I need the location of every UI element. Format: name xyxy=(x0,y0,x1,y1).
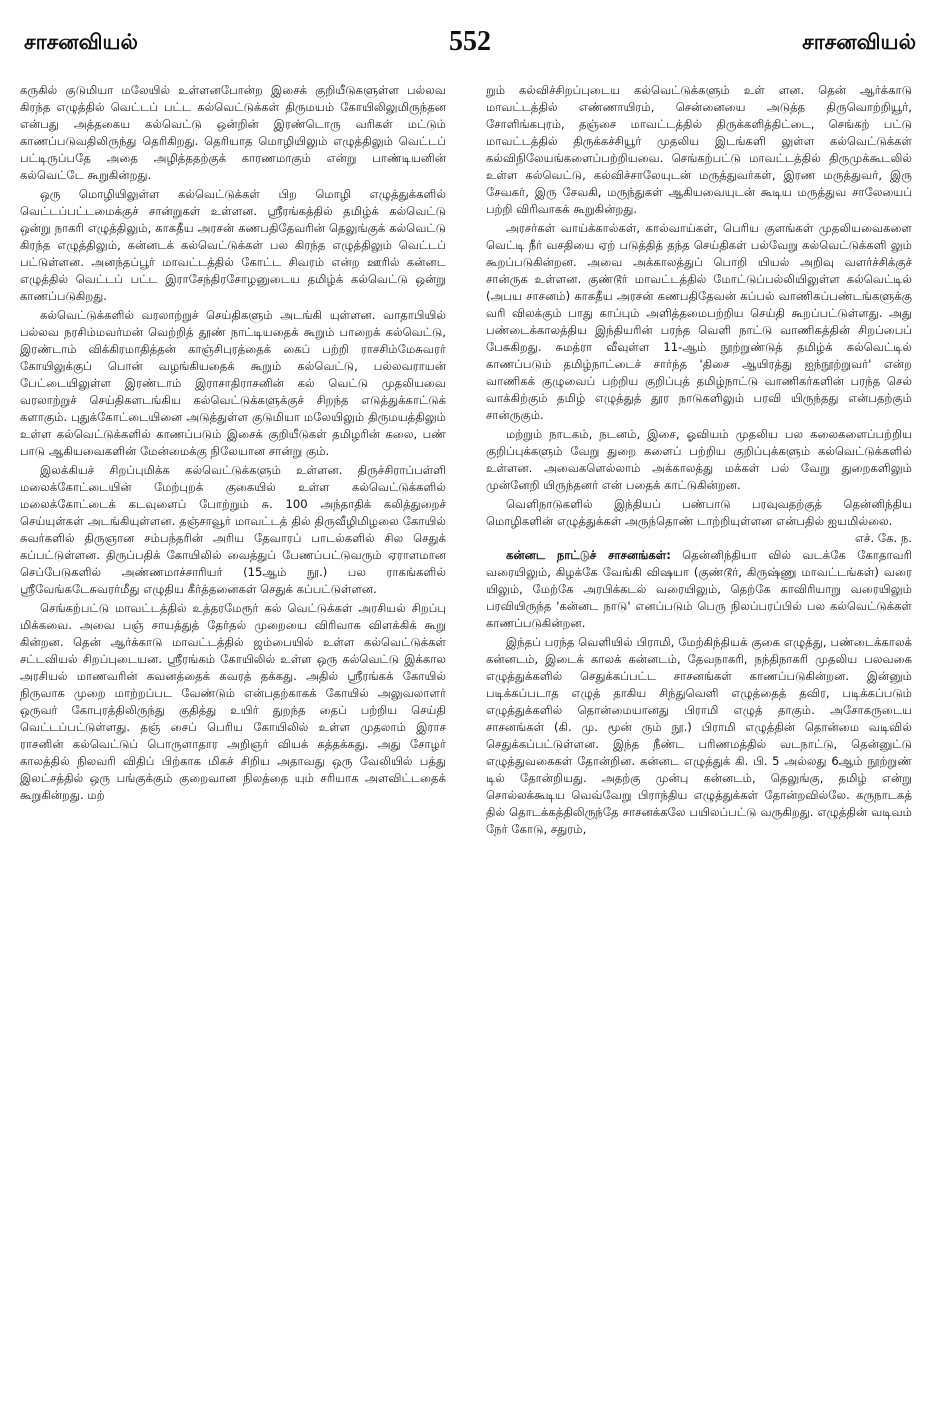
author-signature: எச். கே. ந. xyxy=(855,531,912,545)
running-title-right: சாசனவியல் xyxy=(802,30,916,54)
paragraph: அரசர்கள் வாய்க்கால்கள், கால்வாய்கள், பெரிய குளங்கள் முதலியவைகளை வெட்டி நீர் வசதியை ஏற் படுத்தித் தந்த செய்திகள் பல்வேறு கல்வெட்டுக்களி லும் கூறப்படுகின்றன. அவை அக்காலத்துப் பொறி யியல் அறிவு வளர்ச்சிக்குச் சான்ருக உள்ளன. குண்டூர் மாவட்டத்தில் மோட்டுப்பல்லியிலுள்ள கல்வெட்டில் (அபய சாசனம்) காகதீய அரசன் கணபதிதேவன் கப்பல் வாணிகப்பண்டங்களுக்கு வரி விலக்கும் பாது காப்பும் அளித்தமைபற்றிய செய்தி கூறப்பட்டுள்ளது. அது பண்டைக்காலத்திய இந்தியரின் பரந்த வெளி நாட்டு வாணிகத்தின் சிறப்பைப் பேசுகிறது. சுமத்ரா வீவுள்ள 11-ஆம் நூற்றுண்டுத் தமிழ்க் கல்வெட்டில் காணப்படும் தமிழ்நாட்டைச் சார்ந்த 'திசை ஆயிரத்து ஐந்நூற்றுவர்' என்ற வாணிகக் குழுவைப் பற்றிய குறிப்புத் தமிழ்நாட்டு வாணிகர்களின் பரந்த செல் வாக்கிற்கும் தமிழ் எழுத்துத் தூர நாடுகளிலும் பரவி யிருந்தது என்பதற்கும் சான்ருகும். xyxy=(486,221,912,422)
paragraph: றும் கல்விச்சிறப்புடைய கல்வெட்டுக்களும் உள் ளன. தென் ஆர்க்காடு மாவட்டத்தில் எண்ணாயிரம், சென்னையை அடுத்த திருவொற்றியூர், சோளிங்கபுரம், தஞ்சை மாவட்டத்தில் திருக்களித்திட்டை, செங்கற் பட்டு மாவட்டத்தில் திருக்கச்சியூர் முதலிய இடங்களி லுள்ள கல்வெட்டுக்கள் கல்விநிலேயங்களைப்பற்றியவை. செங்கற்பட்டு மாவட்டத்தில் திருமுக்கூடலில் உள்ள கல்வெட்டு, கல்விச்சாலேயுடன் மருத்துவர்கள், இரண மருத்துவர், இரு சேவகர், இரு சேவகி, மருந்துகள் ஆகியவையுடன் கூடிய மருத்துவ சாலேயைப் பற்றி விரிவாகக் கூறுகின்றது. xyxy=(486,83,912,216)
section-heading: கன்னட நாட்டுச் சாசனங்கள்: xyxy=(506,548,671,562)
paragraph: ஒரு மொழியிலுள்ள கல்வெட்டுக்கள் பிற மொழி எழுத்துக்களில் வெட்டப்பட்டமைக்குச் சான்றுகள் உள்ளன. ஸ்ரீரங்கத்தில் தமிழ்க் கல்வெட்டு ஒன்று நாகரி எழுத்திலும், காகதீய அரசன் கணபதிதேவரின் தெலுங்குக் கல்வெட்டு கிரந்த எழுத்திலும், கன்னடக் கல்வெட்டுக்கள் பல கிரந்த எழுத்திலும் வெட்டப் பட்டுள்ளன. அனந்தப்பூர் மாவட்டத்தில் கோட்ட சிவரம் என்ற ஊரில் கன்னட எழுத்தில் வெட்டப் பட்ட இராசேந்திரசோழனுடைய தமிழ்க் கல்வெட்டு ஒன்று காணப்படுகிறது. xyxy=(20,187,446,303)
section-text: தென்னிந்தியா வில் வடக்கே கோதாவரி வரையிலும், கிழக்கே வேங்கி விஷயா (குண்டூர், கிருஷ்ணு மாவட்டங்கள்) வரை யிலும், மேற்கே அரபிக்கடல் வரையிலும், தெற்கே காவிரியாறு வரையிலும் பரவியிருந்த 'கன்னட நாடு' எனப்படும் பெரு நிலப்பரப்பில் பல கல்வெட்டுக்கள் காணப்படுகின்றன. xyxy=(486,548,912,630)
paragraph: கல்வெட்டுக்களில் வரலாற்றுச் செய்திகளும் அடங்கி யுள்ளன. வாதாபியில் பல்லவ நரசிம்மவர்மன் வெற்றித் தூண் நாட்டியதைக் கூறும் பாறைக் கல்வெட்டு, இரண்டாம் விக்கிரமாதித்தன் காஞ்சிபுரத்தைக் கைப் பற்றி ராசசிம்மேசுவரர் கோயிலுக்குப் பொன் வழங்கியதைக் கூறும் கல்வெட்டு, பல்லவராயன் பேட்டையிலுள்ள இரண்டாம் இராசாதிராசனின் கல் வெட்டு முதலியவை வரலாற்றுச் செய்திகளடங்கிய கல்வெட்டுக்களுக்குச் சிறந்த எடுத்துக்காட்டுக் களாகும். புதுக்கோட்டையினை அடுத்துள்ள குடுமியா மலேயிலும் திருமயத்திலும் உள்ள கல்வெட்டுக்களில் காணப்படும் இசைக் குறியீடுகள் தமிழரின் கலை, பண் பாடு ஆகியவைகளின் மேன்மைக்கு நிலேயான சான்று கும். xyxy=(20,308,446,458)
page-header xyxy=(20,26,920,66)
page-number: 552 xyxy=(449,26,491,57)
paragraph: மற்றும் நாடகம், நடனம், இசை, ஓவியம் முதலிய பல கலைகளைப்பற்றிய குறிப்புக்களும் வேறு துறை களைப் பற்றிய குறிப்புக்களும் கல்வெட்டுக்களில் உள்ளன. அவைகளெல்லாம் அக்காலத்து மக்கள் பல் வேறு துறைகளிலும் முன்னேறி யிருந்தனர் என் பதைக் காட்டுகின்றன. xyxy=(486,427,912,492)
section-paragraph xyxy=(486,547,912,632)
paragraph: இந்தப் பரந்த வெளியில் பிராமி, மேற்கிந்தியக் குகை எழுத்து, பண்டைக்காலக் கன்னடம், இடைக் காலக் கன்னடம், தேவநாகரி, நந்திநாகரி முதலிய பலவகை எழுத்துக்களில் செதுக்கப்பட்ட சாசனங்கள் காணப்படுகின்றன. இன்னும் படிக்கப்படாத எழுத் தாகிய சிந்துவெளி எழுத்தைத் தவிர, படிக்கப்படும் எழுத்துக்களில் தொன்மையானது பிராமி எழுத் தாகும். அசோகருடைய சாசனங்கள் (கி. மு. மூன் ரும் நூ.) பிராமி எழுத்தின் தொன்மை வடிவில் செதுக்கப்பட்டுள்ளன. இந்த நீண்ட பரிணமத்தில் வடநாட்டு, தென்னுட்டு எழுத்துவகைகள் தோன்றின. கன்னட எழுத்துக் கி. பி. 5 அல்லது 6ஆம் நூற்றுண் டில் தோன்றியது. அதற்கு முன்பு கன்னடம், தெலுங்கு, தமிழ் என்று சொல்லக்கூடிய வெவ்வேறு பிராந்திய எழுத்துக்கள் தோன்றவில்லே. கருநாடகத் தில் தொடக்கத்திலிருந்தே சாசனக்கலே பயிலப்பட்டு வருகிறது. எழுத்தின் வடிவம் நேர் கோடு, சதுரம், xyxy=(486,635,912,836)
left-column xyxy=(20,82,446,1418)
running-title-left: சாசனவியல் xyxy=(24,30,138,54)
right-column xyxy=(486,82,912,1418)
paragraph: கருகில் குடுமியா மலேயில் உள்ளனபோன்ற இசைக் குறியீடுகளுள்ள பல்லவ கிரந்த எழுத்தில் வெட்டப் பட்ட கல்வெட்டுக்கள் திருமயம் கோயிலிலுமிருந்தன என்பது அத்தகைய கல்வெட்டு ஒன்றின் இரண்டொரு வரிகள் மட்டும் காணப்படுவதிலிருந்து தெரிகிறது. தெரியாத மொழியிலும் எழுத்திலும் வெட்டப் பட்டிருப்பதே அதை அழித்ததற்குக் காரணமாகும் என்று பாண்டியனின் கல்வெட்டே கூறுகின்றது. xyxy=(20,83,446,182)
paragraph: வெளிநாடுகளில் இந்தியப் பண்பாடு பரவுவதற்குத் தென்னிந்திய மொழிகளின் எழுத்துக்கள் அருந்தொண் டாற்றியுள்ளன என்பதில் ஐயமில்லை. xyxy=(486,497,912,528)
paragraph: செங்கற்பட்டு மாவட்டத்தில் உத்தரமேரூர் கல் வெட்டுக்கள் அரசியல் சிறப்பு மிக்கவை. அவை பஞ் சாயத்துத் தேர்தல் முறையை விரிவாக விளக்கிக் கூறு கின்றன. தென் ஆர்க்காடு மாவட்டத்தில் ஜம்பையில் உள்ள கல்வெட்டுக்கள் சட்டவியல் சிறப்புடையன. ஸ்ரீரங்கம் கோயிலில் உள்ள ஒரு கல்வெட்டு இக்கால அரசியல் மாணவரின் கவனத்தைக் கவரத் தக்கது. அதில் ஸ்ரீரங்கக் கோயில் நிருவாக முறை மாற்றப்பட வேண்டும் என்பதற்காகக் கோயில் அலுவலாளர் ஒருவர் கோபுரத்திலிருந்து குதித்து உயிர் துறந்த தைப் பற்றிய செய்தி வெட்டப்பட்டுள்ளது. தஞ் சைப் பெரிய கோயிலில் உள்ள முதலாம் இராச ராசனின் கல்வெட்டுப் பொருளாதார அறிஞர் வியக் கத்தக்கது. அது சோழர் காலத்தில் நிலவரி விதிப் பிற்காக மிகச் சிறிய அதாவது ஒரு வேலியில் பத்து இலட்சத்தில் ஒரு பங்குக்கும் குறைவான நிலத்தை யும் சரியாக அளவிட்டதைக் கூறுகின்றது. மற் xyxy=(20,601,446,802)
paragraph: இலக்கியச் சிறப்புமிக்க கல்வெட்டுக்களும் உள்ளன. திருச்சிராப்பள்ளி மலைக்கோட்டையின் மேற்புறக் குகையில் உள்ள கல்வெட்டுக்களில் மலைக்கோட்டைக் கடவுளைப் போற்றும் சு. 100 அந்தாதிக் கலித்துறைச் செய்யுள்கள் அடங்கியுள்ளன. தஞ்சாவூர் மாவட்டத் தில் திருவீழிமிழலை கோயில் சுவர்களில் திருஞான சம்பந்தரின் அரிய தேவாரப் பாடல்களில் சில செதுக் கப்பட்டுள்ளன. திருப்பதிக் கோயிலில் வைத்துப் பேணப்பட்டுவரும் ஏராளமான செப்பேடுகளில் அண்ணமாச்சாரியர் (15ஆம் நூ.) பல ராகங்களில் ஸ்ரீவேங்கடேசுவரர்மீது எழுதிய கீர்த்தனைகள் செதுக் கப்பட்டுள்ளன. xyxy=(20,463,446,596)
